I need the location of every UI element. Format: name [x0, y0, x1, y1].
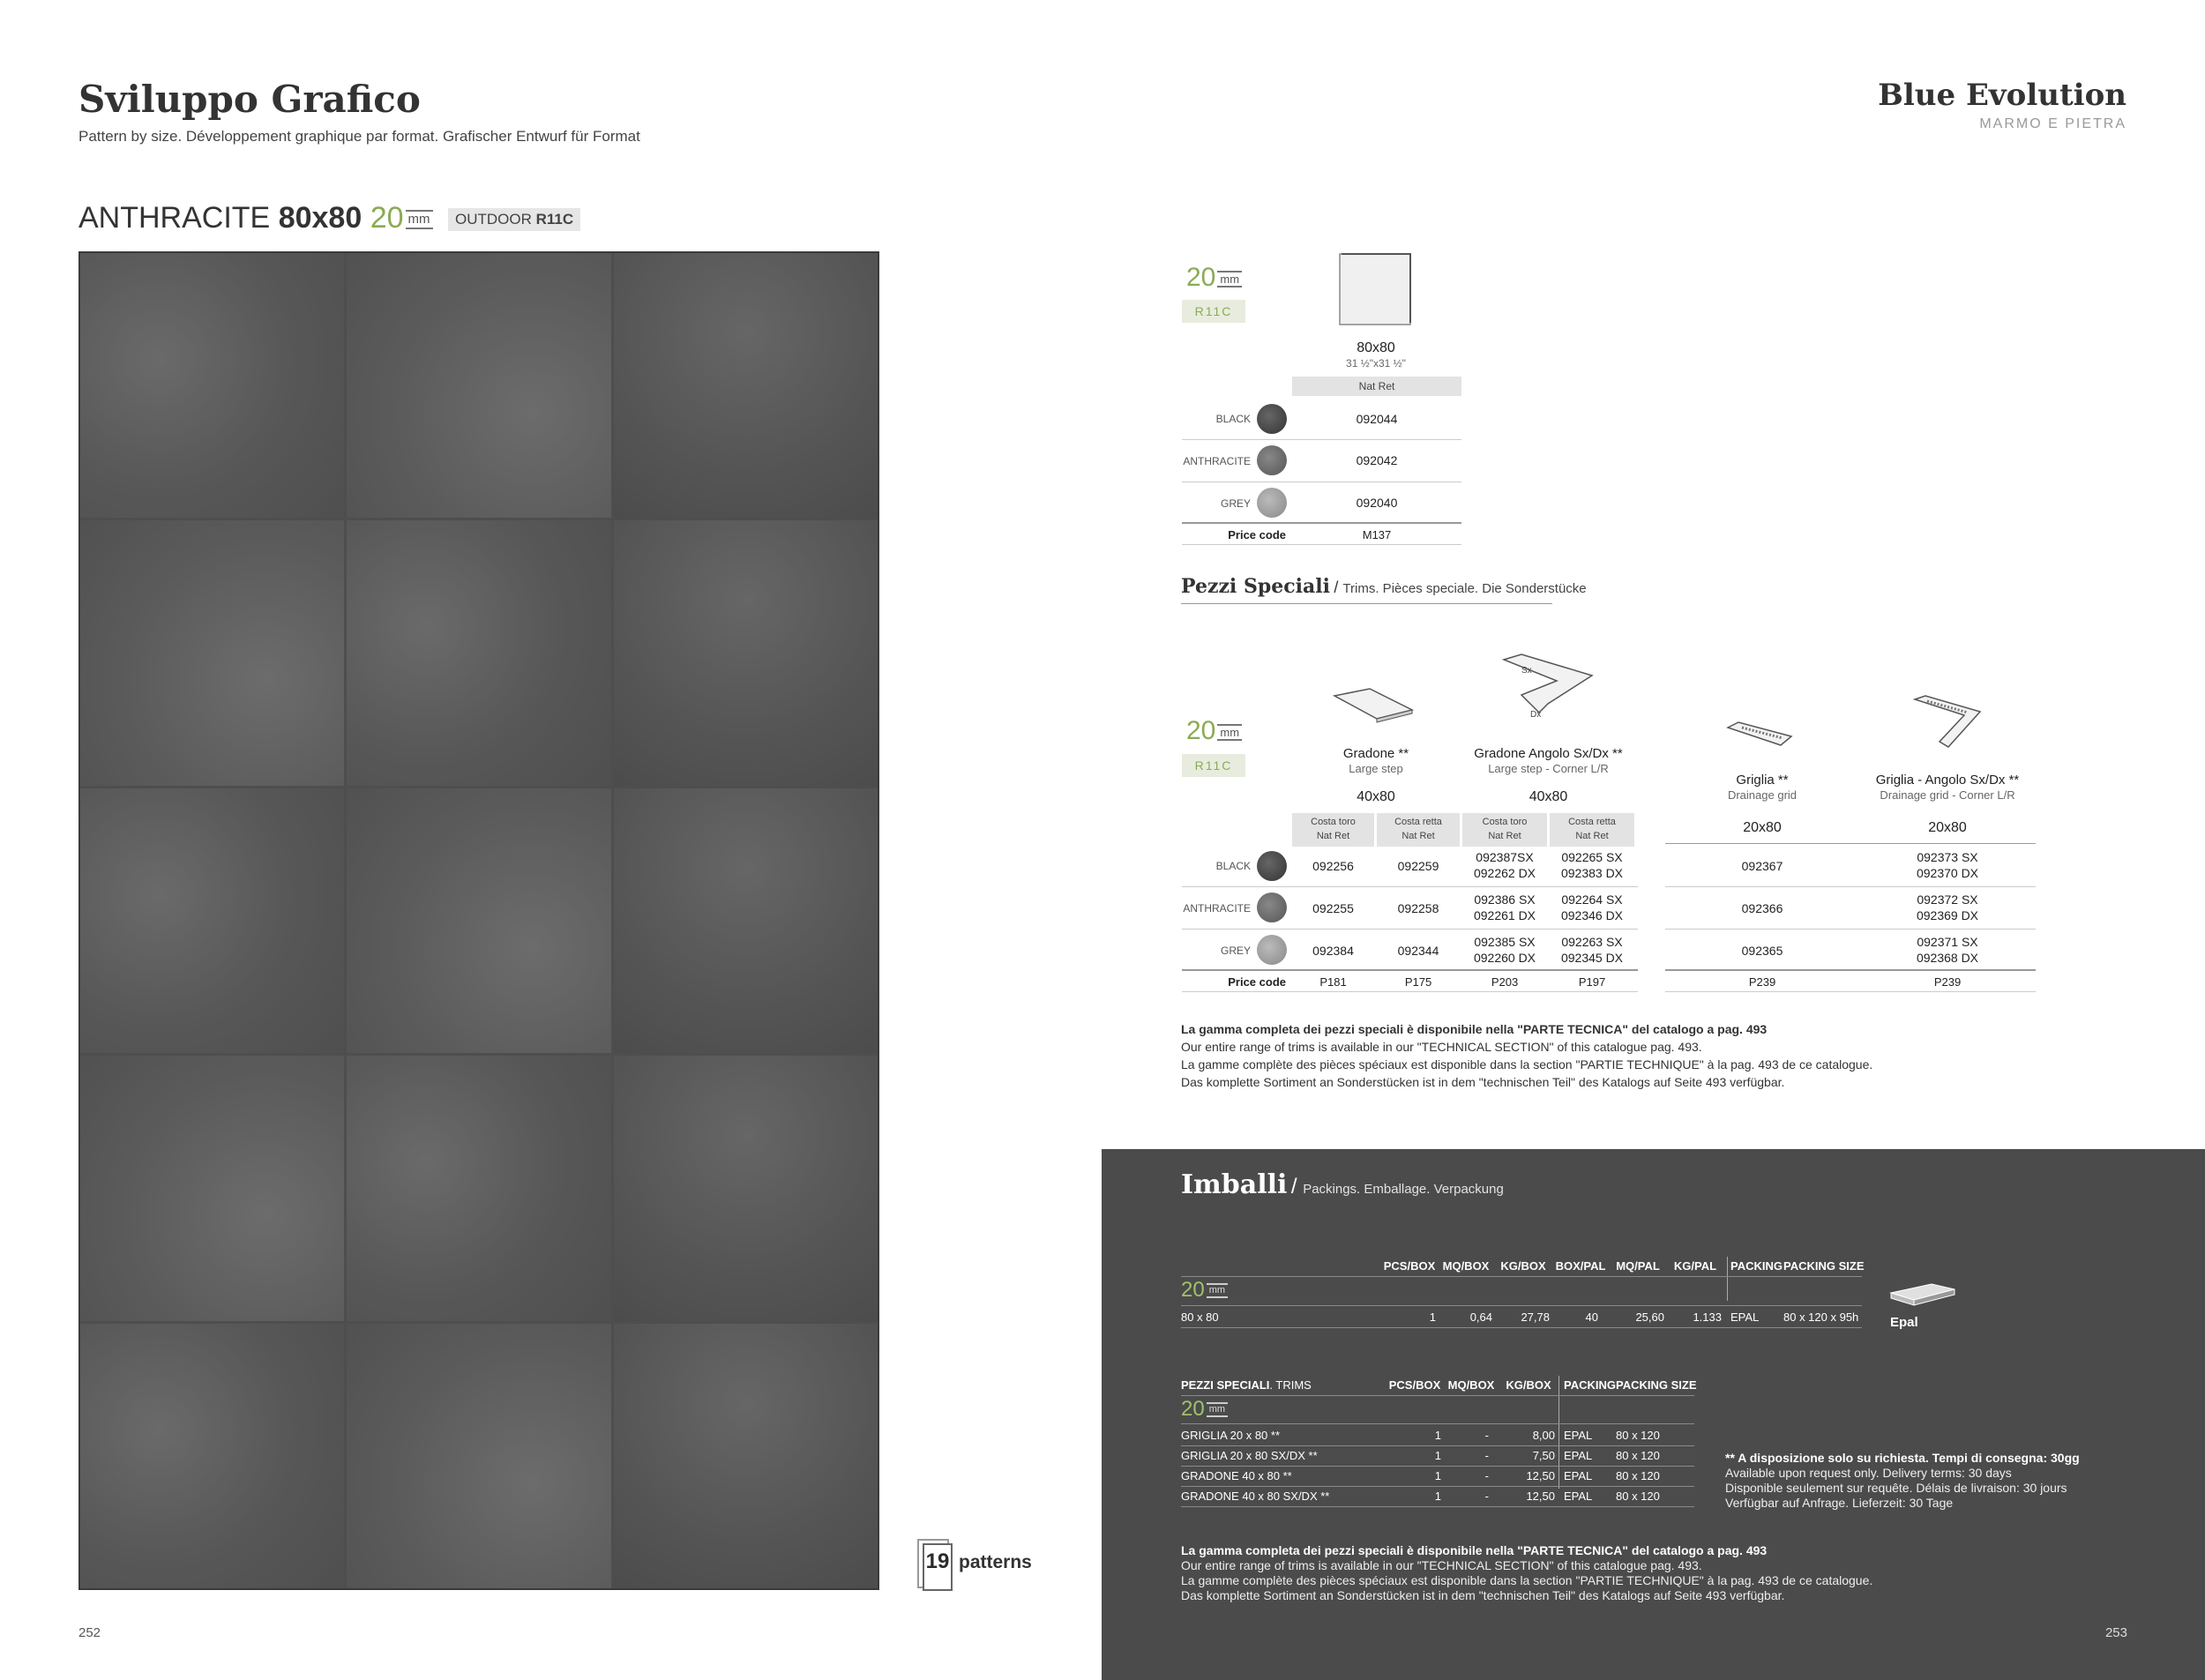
packing-value: 1: [1429, 1310, 1436, 1324]
trim-sub-1: Large step: [1349, 762, 1403, 775]
trim-code: 092366: [1741, 901, 1783, 915]
outdoor-label: OUTDOOR: [454, 211, 532, 228]
trim-code: 092368 DX: [1916, 951, 1979, 965]
trim-code: 092262 DX: [1473, 866, 1536, 880]
trims-packing-thickness: 20 mm: [1181, 1397, 1228, 1422]
swatch-black: [1257, 851, 1287, 881]
packing-header: MQ/BOX: [1442, 1259, 1490, 1273]
tile-icon: [1336, 249, 1416, 328]
trim-sub-3: Drainage grid: [1727, 788, 1798, 802]
swatch-black: [1257, 404, 1287, 434]
trim-row-label-grey: GREY: [1220, 945, 1251, 957]
trims-packing-header: MQ/BOX: [1447, 1378, 1495, 1392]
trim-name-2: Gradone Angolo Sx/Dx **: [1474, 746, 1623, 761]
trims-packing-header: KG/BOX: [1506, 1378, 1551, 1392]
trim-code: 092255: [1312, 901, 1354, 915]
trim-code: 092256: [1312, 859, 1354, 873]
page-subtitle: Pattern by size. Développement graphique par format. Grafischer Entwurf für Format: [78, 128, 640, 145]
trims-packing-value: 12,50: [1526, 1469, 1555, 1482]
trims-packing-value: EPAL: [1564, 1449, 1593, 1462]
trim-code: 092259: [1397, 859, 1439, 873]
tile: [80, 1056, 344, 1320]
packing-value: 40: [1585, 1310, 1598, 1324]
drainage-corner-icon: [1910, 692, 1989, 754]
trim-code: 092383 DX: [1560, 866, 1624, 880]
packing-value: 1.133: [1693, 1310, 1722, 1324]
packing-title: Imballi: [1181, 1169, 1288, 1200]
trims-packing-name: GRADONE 40 x 80 **: [1181, 1469, 1292, 1482]
trim-code: 092367: [1741, 859, 1783, 873]
trim-price: P239: [1748, 975, 1776, 989]
price-code: M137: [1362, 528, 1392, 541]
tile: [80, 1324, 344, 1588]
pallet-icon: [1887, 1281, 1958, 1309]
tile: [80, 788, 344, 1053]
tile: [614, 253, 878, 518]
packing-header: BOX/PAL: [1555, 1259, 1606, 1273]
trim-name-4: Griglia - Angolo Sx/Dx **: [1875, 773, 2020, 788]
packing-header: KG/PAL: [1673, 1259, 1717, 1273]
trim-price: P203: [1491, 975, 1519, 989]
trims-grade-badge: R11C: [1182, 754, 1245, 777]
trim-code: 092264 SX: [1561, 892, 1623, 907]
trim-code: 092345 DX: [1560, 951, 1624, 965]
row-label-grey: GREY: [1220, 497, 1251, 510]
packing-subtitle: Packings. Emballage. Verpackung: [1303, 1182, 1504, 1197]
availability-note: ** A disposizione solo su richiesta. Tempi di consegna: 30gg Available upon request only. Delivery terms: 30 days Disponible seulement sur requête. Délais de livraison: 30 jours Verfügbar auf Anfrage. Lieferzeit: 30 Tage: [1725, 1451, 2080, 1510]
patterns-count: 19: [923, 1543, 953, 1591]
trim-size-2: 40x80: [1529, 789, 1568, 804]
trim-price: P239: [1933, 975, 1962, 989]
trim-name-1: Gradone **: [1342, 746, 1409, 761]
swatch-anthracite: [1257, 892, 1287, 922]
trim-code: 092372 SX: [1917, 892, 1978, 907]
finish-header: Nat Ret: [1292, 377, 1461, 396]
trim-code: 092373 SX: [1917, 850, 1978, 864]
trim-code: 092386 SX: [1474, 892, 1536, 907]
brand-name: Blue Evolution: [1878, 78, 2127, 113]
format-label: 80x80: [1357, 340, 1395, 355]
trim-size-4: 20x80: [1928, 820, 1967, 835]
packing-header: PCS/BOX: [1383, 1259, 1436, 1273]
trims-packing-value: EPAL: [1564, 1490, 1593, 1503]
trims-packing-header: PACKING: [1564, 1378, 1616, 1392]
trim-code: 092258: [1397, 901, 1439, 915]
trims-packing-value: EPAL: [1564, 1469, 1593, 1482]
packing-heading: Imballi / Packings. Emballage. Verpackung: [1181, 1169, 1504, 1200]
trims-packing-name: GRIGLIA 20 x 80 **: [1181, 1429, 1281, 1442]
tile: [80, 253, 344, 518]
packing-value: EPAL: [1730, 1310, 1760, 1324]
trim-price: P181: [1319, 975, 1347, 989]
trim-code: 092385 SX: [1474, 935, 1536, 949]
code-black: 092044: [1356, 412, 1398, 426]
product-size: 80x80: [278, 201, 363, 235]
tile: [347, 520, 610, 785]
trims-packing-value: 80 x 120: [1616, 1469, 1660, 1482]
tile: [347, 788, 610, 1053]
trim-code: 092369 DX: [1916, 908, 1979, 922]
trims-packing-value: 80 x 120: [1616, 1449, 1660, 1462]
swatch-grey: [1257, 488, 1287, 518]
trim-code: 092384: [1312, 944, 1354, 958]
packing-header: MQ/PAL: [1616, 1259, 1660, 1273]
packing-value: 25,60: [1635, 1310, 1664, 1324]
trim-code: 092346 DX: [1560, 908, 1624, 922]
trim-price-label: Price code: [1228, 975, 1286, 989]
large-step-icon: [1327, 683, 1416, 728]
tile: [614, 1056, 878, 1320]
trim-row-label-black: BLACK: [1215, 860, 1251, 872]
mm-badge: mm: [406, 210, 433, 229]
trim-code: 092260 DX: [1473, 951, 1536, 965]
format-inch: 31 ½"x31 ½": [1346, 357, 1406, 370]
trims-packing-value: 1: [1434, 1469, 1441, 1482]
trim-code: 092371 SX: [1917, 935, 1978, 949]
trim-price: P197: [1578, 975, 1606, 989]
trims-packing-value: 80 x 120: [1616, 1490, 1660, 1503]
page-number-right: 253: [2104, 1625, 2127, 1640]
trim-size-3: 20x80: [1743, 820, 1782, 835]
row-label-black: BLACK: [1215, 413, 1251, 425]
trim-price: P175: [1404, 975, 1432, 989]
trim-code: 092365: [1741, 944, 1783, 958]
outdoor-badge: [448, 208, 580, 231]
trim-code: 092370 DX: [1916, 866, 1979, 880]
trims-title: Pezzi Speciali: [1181, 575, 1330, 598]
trim-row-label-anthracite: ANTHRACITE: [1183, 902, 1251, 915]
patterns-label: patterns: [959, 1552, 1032, 1572]
corner-step-icon: [1495, 651, 1601, 730]
row-label-anthracite: ANTHRACITE: [1183, 455, 1251, 467]
product-title: [78, 201, 580, 235]
tile: [347, 253, 610, 518]
code-grey: 092040: [1356, 496, 1398, 510]
tile: [347, 1324, 610, 1588]
packing-thickness: 20 mm: [1181, 1278, 1228, 1303]
trims-packing-value: 1: [1434, 1449, 1441, 1462]
trim-size-1: 40x80: [1357, 789, 1395, 804]
trims-packing-title: PEZZI SPECIALI. TRIMS: [1181, 1378, 1312, 1392]
trims-packing-value: -: [1484, 1449, 1489, 1462]
trims-thickness-label: 20 mm: [1186, 716, 1242, 746]
trims-packing-header: PACKING SIZE: [1616, 1378, 1697, 1392]
trims-packing-name: GRIGLIA 20 x 80 SX/DX **: [1181, 1449, 1318, 1462]
subheader-1: Costa toro Nat Ret: [1292, 813, 1374, 847]
swatch-anthracite: [1257, 445, 1287, 475]
trim-sub-4: Drainage grid - Corner L/R: [1880, 788, 2015, 802]
trim-code: 092265 SX: [1561, 850, 1623, 864]
packing-header: PACKING: [1730, 1259, 1783, 1273]
trims-packing-value: 80 x 120: [1616, 1429, 1660, 1442]
price-label: Price code: [1228, 528, 1286, 541]
code-anthracite: 092042: [1356, 453, 1398, 467]
packing-value: 0,64: [1469, 1310, 1492, 1324]
trims-packing-value: 12,50: [1526, 1490, 1555, 1503]
subheader-3: Costa toro Nat Ret: [1462, 813, 1547, 847]
packing-format: 80 x 80: [1181, 1310, 1219, 1324]
trim-name-3: Griglia **: [1736, 773, 1789, 788]
page-number-left: 252: [78, 1625, 101, 1640]
trim-code: 092387SX: [1476, 850, 1534, 864]
trims-packing-name: GRADONE 40 x 80 SX/DX **: [1181, 1490, 1330, 1503]
outdoor-code: R11C: [535, 211, 574, 228]
trims-subtitle: Trims. Pièces speciale. Die Sonderstücke: [1342, 581, 1587, 596]
trims-packing-value: -: [1484, 1429, 1489, 1442]
trims-packing-value: 1: [1434, 1429, 1441, 1442]
subheader-4: Costa retta Nat Ret: [1550, 813, 1634, 847]
trim-code: 092261 DX: [1473, 908, 1536, 922]
subheader-2: Costa retta Nat Ret: [1377, 813, 1460, 847]
packing-note: La gamma completa dei pezzi speciali è disponibile nella "PARTE TECNICA" del catalogo a pag. 493 Our entire range of trims is available in our "TECHNICAL SECTION" of this catalogue pag. 493. La gamme complète des pièces spéciaux est disponible dans la section "PARTIE TECHNIQUE" à la pag. 493 de ce catalogue. Das komplette Sortiment an Sonderstücken ist in dem "technischen Teil" des Katalogs auf Seite 493 verfügbar.: [1181, 1543, 1873, 1602]
tile: [614, 1324, 878, 1588]
epal-label: Epal: [1890, 1315, 1918, 1330]
grade-badge: R11C: [1182, 300, 1245, 323]
packing-value: 27,78: [1521, 1310, 1550, 1324]
trims-heading: Pezzi Speciali / Trims. Pièces speciale. Die Sonderstücke: [1181, 575, 1587, 598]
trims-packing-value: -: [1484, 1490, 1489, 1503]
corner-sx-label: Sx: [1521, 666, 1532, 676]
swatch-grey: [1257, 935, 1287, 965]
packing-header: PACKING SIZE: [1783, 1259, 1865, 1273]
corner-dx-label: Dx: [1530, 710, 1542, 720]
trims-packing-header: PCS/BOX: [1388, 1378, 1441, 1392]
tile: [80, 520, 344, 785]
trims-packing-value: 1: [1434, 1490, 1441, 1503]
trims-packing-value: EPAL: [1564, 1429, 1593, 1442]
brand-subtitle: MARMO E PIETRA: [1979, 116, 2127, 131]
packing-header: KG/BOX: [1500, 1259, 1546, 1273]
tile: [614, 788, 878, 1053]
trims-note: La gamma completa dei pezzi speciali è disponibile nella "PARTE TECNICA" del catalogo a pag. 493 Our entire range of trims is available in our "TECHNICAL SECTION" of this catalogue pag. 493. La gamme complète des pièces spéciaux est disponible dans la section "PARTIE TECHNIQUE" à la pag. 493 de ce catalogue. Das komplette Sortiment an Sonderstücken ist in dem "technischen Teil" des Katalogs auf Seite 493 verfügbar.: [1181, 1022, 1873, 1089]
tile: [347, 1056, 610, 1320]
trims-packing-value: 7,50: [1532, 1449, 1555, 1462]
trim-code: 092263 SX: [1561, 935, 1623, 949]
product-thickness: 20: [370, 201, 404, 235]
trim-code: 092344: [1397, 944, 1439, 958]
trims-packing-value: -: [1484, 1469, 1489, 1482]
tile-pattern: [78, 251, 879, 1590]
packing-value: 80 x 120 x 95h: [1783, 1310, 1859, 1324]
trims-packing-value: 8,00: [1532, 1429, 1555, 1442]
tile: [614, 520, 878, 785]
drainage-grid-icon: [1724, 719, 1795, 750]
thickness-label: 20 mm: [1186, 263, 1242, 293]
page-title: Sviluppo Grafico: [78, 78, 421, 121]
product-color: ANTHRACITE: [78, 201, 271, 235]
trim-sub-2: Large step - Corner L/R: [1488, 762, 1609, 775]
